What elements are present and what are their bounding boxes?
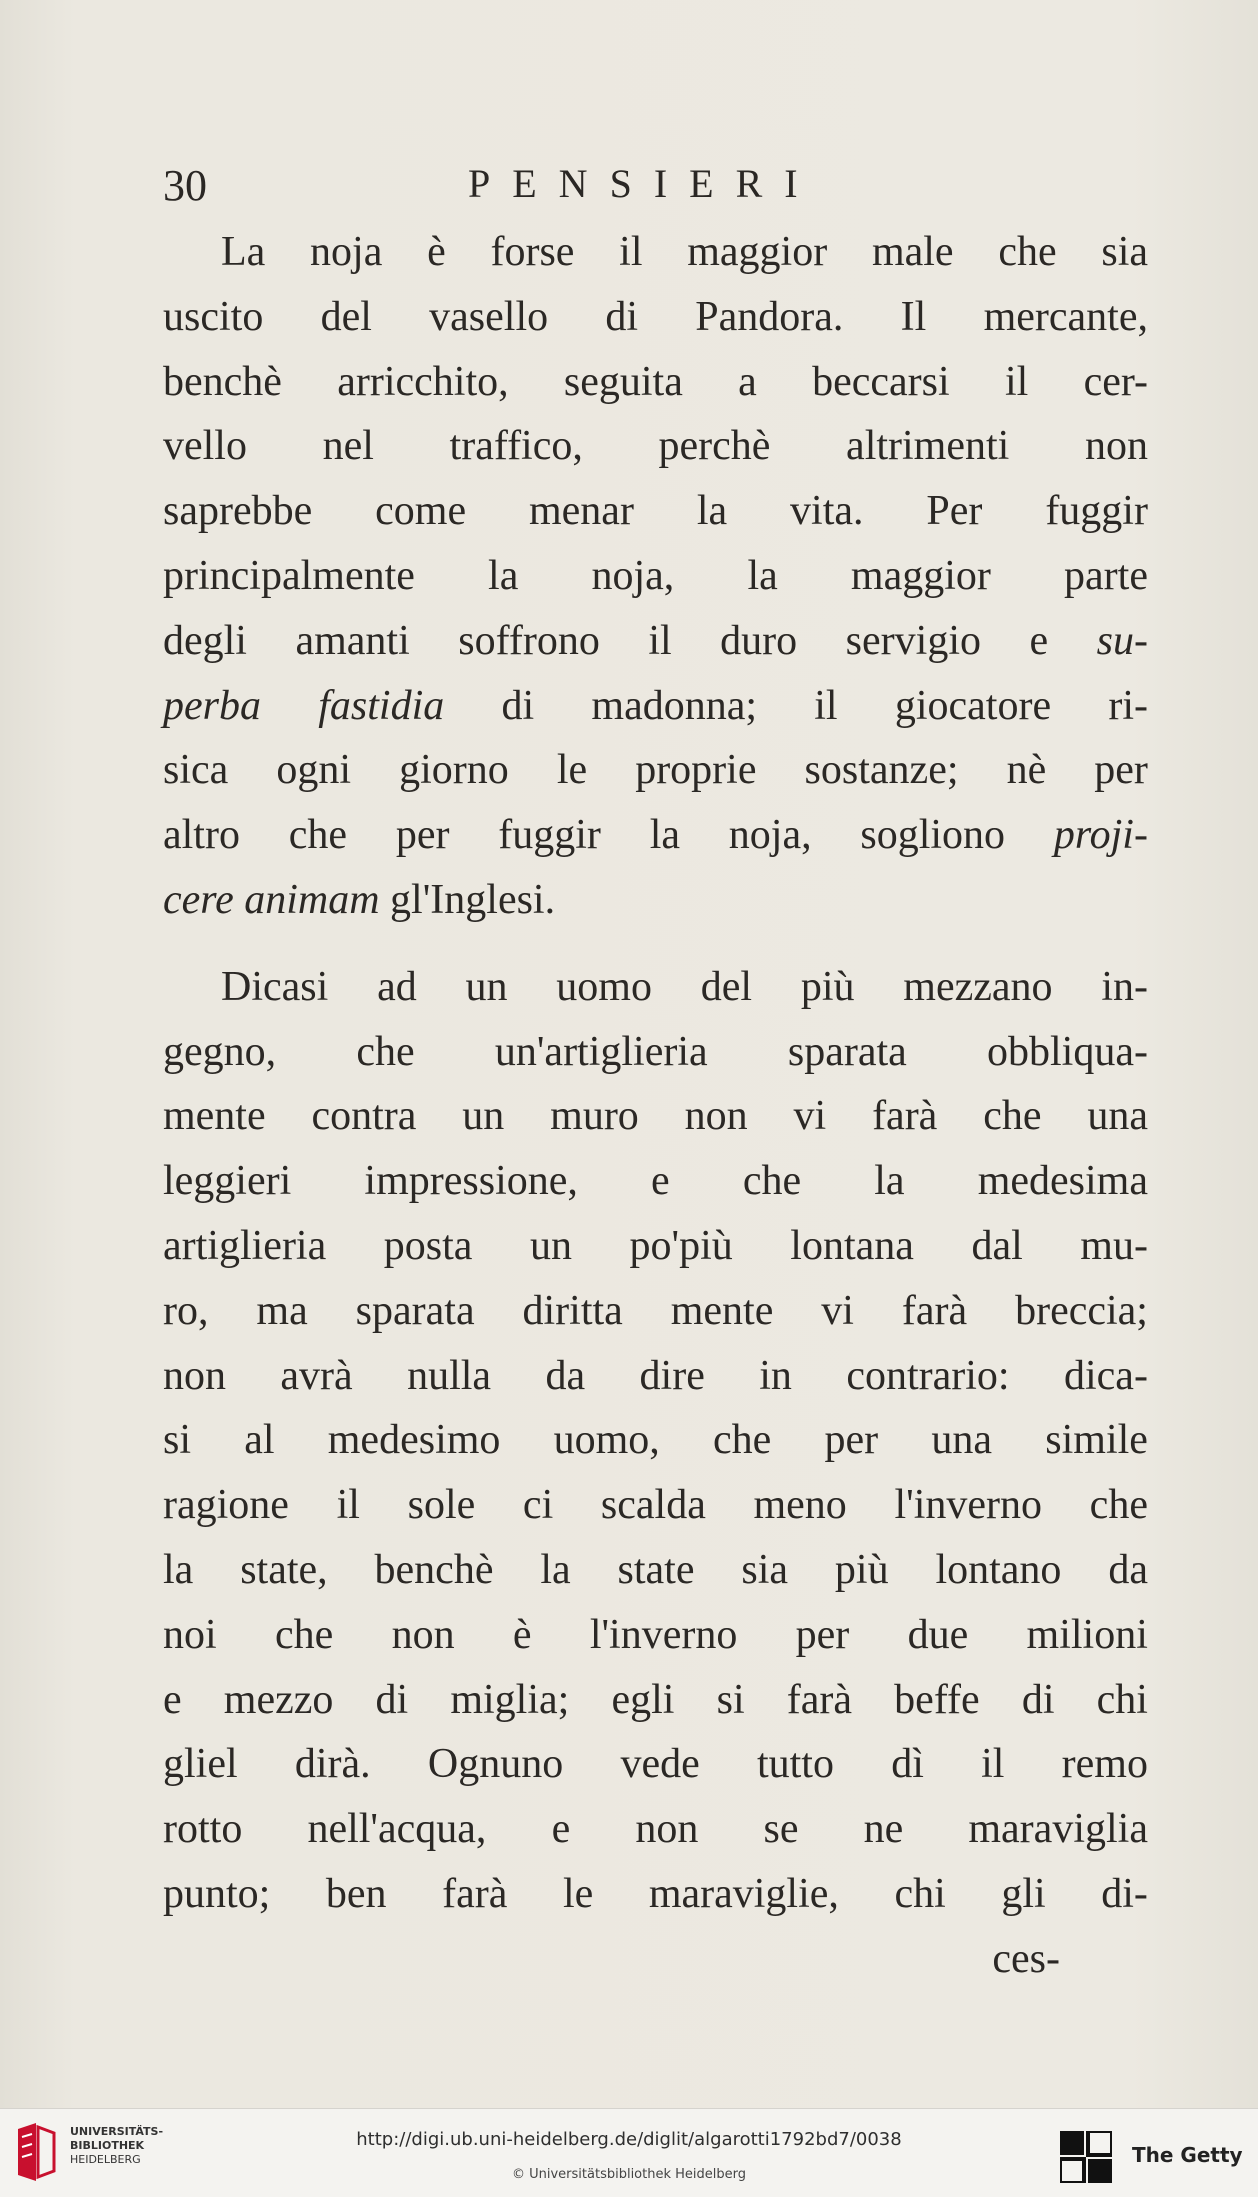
text-line: si al medesimo uomo, che per una simile bbox=[163, 1417, 1148, 1464]
document-url-link[interactable]: http://digi.ub.uni-heidelberg.de/diglit/algarotti1792bd7/0038 bbox=[356, 2129, 902, 2150]
text-line: ragione il sole ci scalda meno l'inverno che bbox=[163, 1482, 1148, 1529]
text-line: ces- bbox=[992, 1935, 1060, 1982]
getty-logo-icon bbox=[1060, 2131, 1112, 2183]
viewer-footer bbox=[0, 2108, 1258, 2197]
text-line: degli amanti soffrono il duro servigio e su- bbox=[163, 617, 1148, 664]
text-line: mente contra un muro non vi farà che una bbox=[163, 1093, 1148, 1140]
text-line: gegno, che un'artiglieria sparata obbliqua- bbox=[163, 1028, 1148, 1075]
page-number: 30 bbox=[163, 161, 207, 210]
text-line: vello nel traffico, perchè altrimenti non bbox=[163, 423, 1148, 470]
text-line: non avrà nulla da dire in contrario: dica- bbox=[163, 1352, 1148, 1399]
text-line: La noja è forse il maggior male che sia bbox=[221, 229, 1148, 275]
text-line: cere animam gl'Inglesi. bbox=[163, 876, 556, 923]
library-name: UNIVERSITÄTS- BIBLIOTHEK HEIDELBERG bbox=[70, 2125, 164, 2166]
text-line: principalmente la noja, la maggior parte bbox=[163, 552, 1148, 599]
body-text bbox=[163, 220, 1148, 1992]
text-line: perba fastidia di madonna; il giocatore ri- bbox=[163, 682, 1148, 729]
text-line: noi che non è l'inverno per due milioni bbox=[163, 1611, 1148, 1658]
getty-name: The Getty bbox=[1132, 2143, 1243, 2167]
text-line: sica ogni giorno le proprie sostanze; nè per bbox=[163, 747, 1148, 794]
text-line: uscito del vasello di Pandora. Il mercante, bbox=[163, 293, 1148, 340]
text-line: la state, benchè la state sia più lontano da bbox=[163, 1546, 1148, 1593]
text-line: artiglieria posta un po'più lontana dal mu- bbox=[163, 1222, 1148, 1269]
page-header bbox=[163, 160, 1163, 210]
text-line: gliel dirà. Ognuno vede tutto dì il remo bbox=[163, 1741, 1148, 1788]
text-line: e mezzo di miglia; egli si farà beffe di chi bbox=[163, 1676, 1148, 1723]
text-line: punto; ben farà le maraviglie, chi gli di- bbox=[163, 1870, 1148, 1917]
copyright-notice: © Universitätsbibliothek Heidelberg bbox=[511, 2167, 746, 2182]
text-line: leggieri impressione, e che la medesima bbox=[163, 1158, 1148, 1205]
text-line: rotto nell'acqua, e non se ne maraviglia bbox=[163, 1806, 1148, 1853]
running-title: PENSIERI bbox=[468, 161, 820, 206]
text-line: Dicasi ad un uomo del più mezzano in- bbox=[221, 963, 1148, 1010]
text-line: benchè arricchito, seguita a beccarsi il cer- bbox=[163, 358, 1148, 405]
paragraph-break bbox=[163, 933, 1148, 955]
text-line: altro che per fuggir la noja, sogliono proji- bbox=[163, 812, 1148, 859]
text-line: saprebbe come menar la vita. Per fuggir bbox=[163, 488, 1148, 535]
text-line: ro, ma sparata diritta mente vi farà breccia; bbox=[163, 1287, 1148, 1334]
